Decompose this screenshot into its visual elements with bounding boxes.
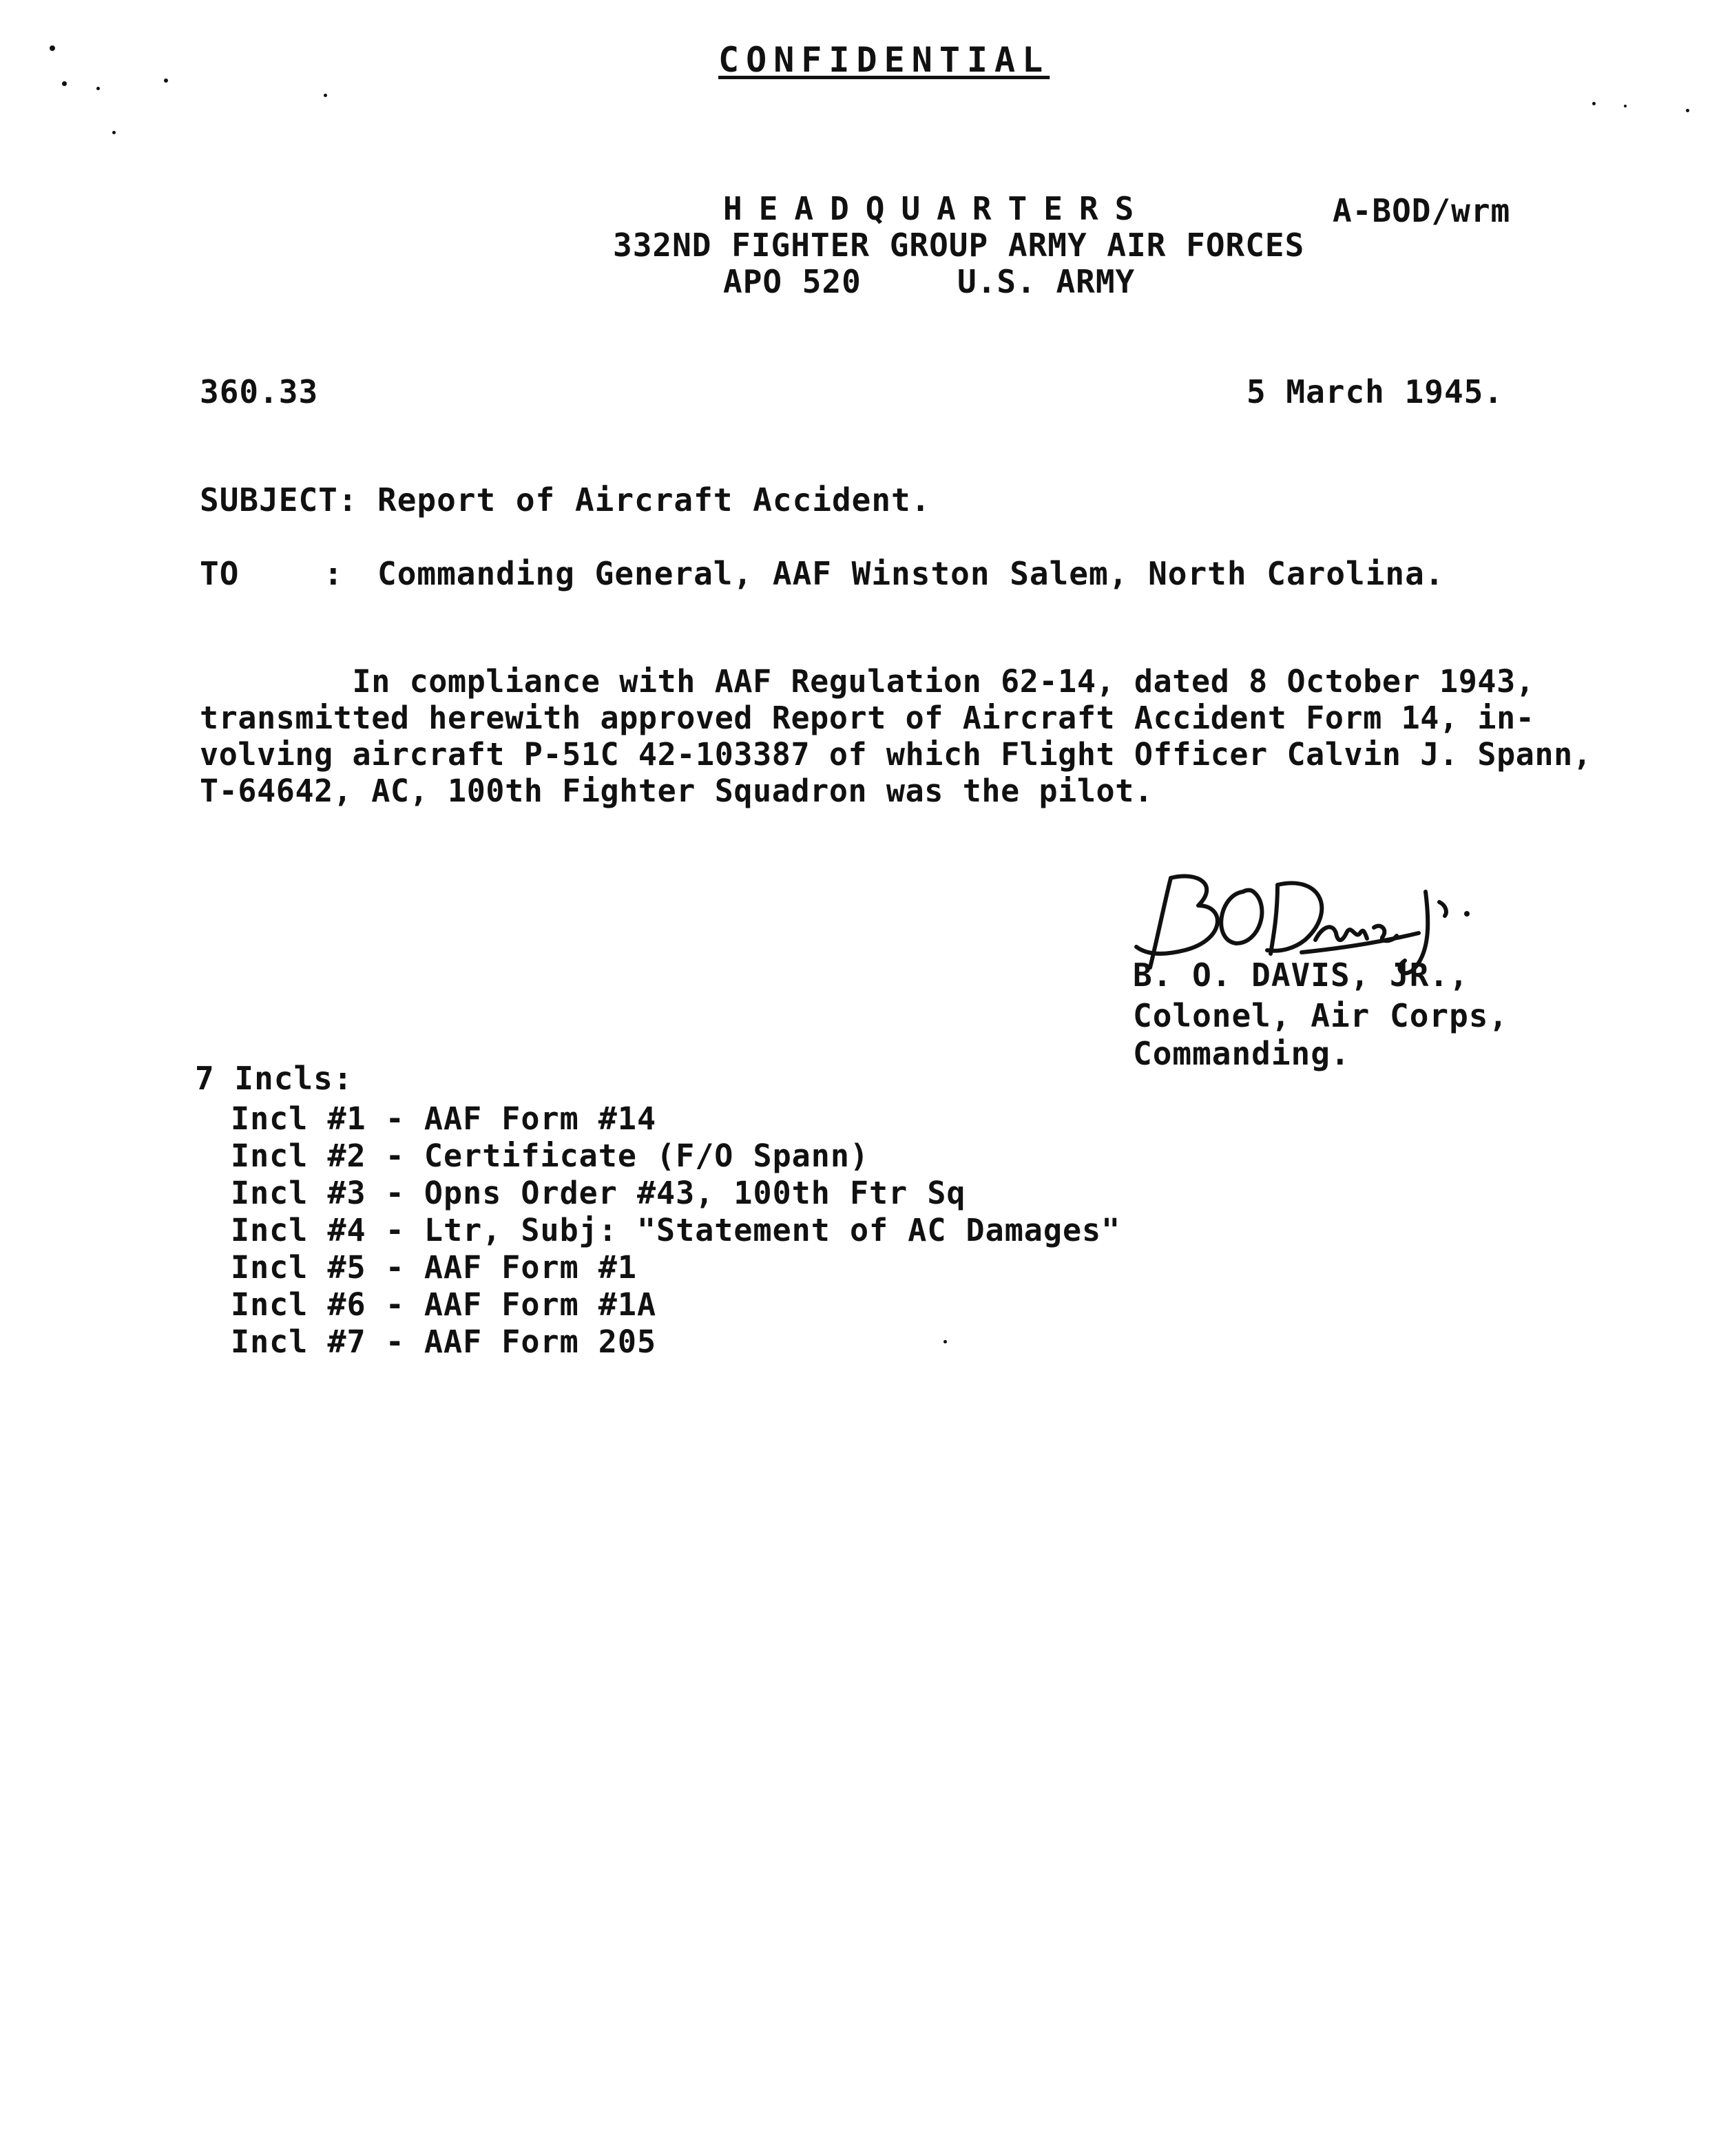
signer-name: B. O. DAVIS, JR., (1133, 956, 1469, 994)
scan-speck (1686, 109, 1689, 112)
scan-speck (112, 131, 116, 134)
enclosures-header: 7 Incls: (195, 1060, 353, 1097)
scan-speck (50, 45, 55, 51)
enclosure-item: Incl #5 - AAF Form #1 (231, 1249, 637, 1286)
body-line: transmitted herewith approved Report of Aircraft Accident Form 14, in- (200, 700, 1535, 736)
enclosure-item: Incl #3 - Opns Order #43, 100th Ftr Sq (231, 1175, 966, 1211)
scan-speck (1624, 105, 1627, 107)
scan-speck (324, 94, 327, 97)
classification-marking: CONFIDENTIAL (718, 40, 1050, 80)
body-line: volving aircraft P-51C 42-103387 of which Flight Officer Calvin J. Spann, (200, 736, 1592, 773)
enclosures-list (231, 1100, 1120, 1361)
enclosure-item: Incl #6 - AAF Form #1A (231, 1286, 657, 1323)
body-line: T-64642, AC, 100th Fighter Squadron was the pilot. (200, 773, 1154, 809)
document-date: 5 March 1945. (1247, 373, 1504, 410)
to-colon: : (324, 555, 344, 592)
signer-title: Commanding. (1133, 1035, 1350, 1072)
subject-text: Report of Aircraft Accident. (377, 481, 931, 519)
scan-speck (62, 81, 67, 86)
scan-speck (1592, 102, 1596, 105)
signer-rank: Colonel, Air Corps, (1133, 997, 1509, 1034)
letterhead-apo: APO 520 (723, 263, 862, 300)
enclosure-item: Incl #4 - Ltr, Subj: "Statement of AC Damages" (231, 1212, 1121, 1248)
letterhead-unit: 332ND FIGHTER GROUP ARMY AIR FORCES (613, 227, 1305, 264)
reference-code: A-BOD/wrm (1333, 192, 1511, 229)
subject-label: SUBJECT: (200, 481, 358, 519)
file-number: 360.33 (200, 373, 319, 410)
letterhead-army: U.S. ARMY (957, 263, 1136, 300)
enclosure-item: Incl #1 - AAF Form #14 (231, 1100, 657, 1137)
to-text: Commanding General, AAF Winston Salem, North Carolina. (377, 555, 1445, 592)
scan-speck (164, 79, 168, 83)
body-paragraph (200, 663, 1592, 809)
body-line: In compliance with AAF Regulation 62-14, dated 8 October 1943, (200, 663, 1535, 700)
to-label: TO (200, 555, 240, 592)
enclosure-item: Incl #2 - Certificate (F/O Spann) (231, 1138, 870, 1174)
enclosure-item: Incl #7 - AAF Form 205 (231, 1323, 657, 1360)
letterhead-title: HEADQUARTERS (723, 190, 1151, 227)
scan-speck (96, 87, 100, 90)
